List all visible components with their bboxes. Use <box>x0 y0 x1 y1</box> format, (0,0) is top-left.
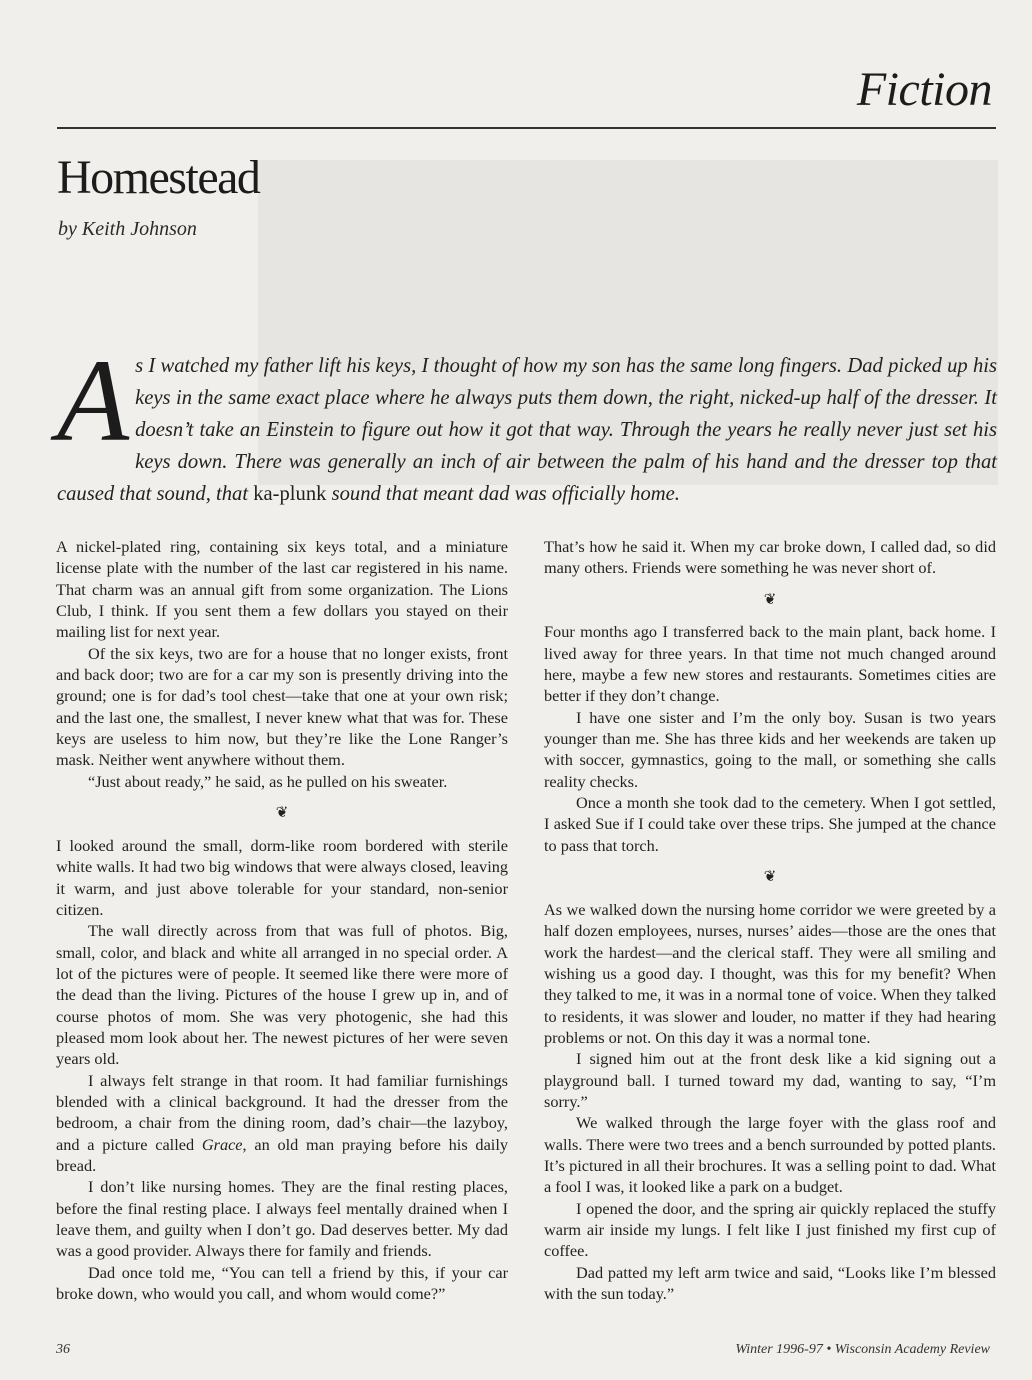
paragraph: Once a month she took dad to the cemetery. When I got settled, I asked Sue if I could take over these trips. She jumped at the chance to pass that torch. <box>544 793 996 855</box>
header-rule <box>57 127 996 129</box>
paragraph: “Just about ready,” he said, as he pulled on his sweater. <box>88 771 448 791</box>
paragraph <box>56 1070 508 1177</box>
article-title: Homestead <box>57 151 260 204</box>
paragraph: Dad patted my left arm twice and said, “Looks like I’m blessed with the sun today.” <box>544 1262 996 1304</box>
paragraph: I signed him out at the front desk like a kid signing out a playground ball. I turned toward my dad, wanting to say, “I’m sorry.” <box>544 1049 996 1111</box>
page-number: 36 <box>56 1342 70 1357</box>
paragraph: Dad once told me, “You can tell a friend by this, if your car broke down, who would you call, and whom would come?” <box>56 1262 508 1304</box>
lede-paragraph <box>57 335 997 510</box>
lede-text-part-1: s I watched my father lift his keys, I thought of how my son has the same long fingers. Dad picked up his keys in the same exact place where he always puts them down, the right, nicked-up half of the dresser. It doesn’t take an Einstein to figure out how it got that way. Through the years he really never just set his keys down. There was generally an inch of air between the palm of his hand and the dresser top that caused that sound, that <box>57 355 997 505</box>
paragraph: I looked around the small, dorm-like room bordered with sterile white walls. It had two big windows that were always closed, leaving it warm, and just above tolerable for your standard, non-senior citizen. <box>56 835 508 919</box>
publication-footer: Winter 1996-97 • Wisconsin Academy Review <box>735 1342 990 1357</box>
paragraph: I opened the door, and the spring air quickly replaced the stuffy warm air inside my lungs. I felt like I just finished my first cup of coffee. <box>544 1198 996 1261</box>
paragraph: As we walked down the nursing home corridor we were greeted by a half dozen employees, nurses, nurses’ aides—those are the ones that work the hardest—and the clerical staff. They were all smiling and wishing us a good day. I thought, was this for my benefit? When they talked to me, it was in a normal tone of voice. When they talked to residents, it was slower and louder, no matter if they had hearing problems or not. On this day it was a normal tone. <box>544 899 996 1047</box>
artwork-title: Grace <box>201 1134 243 1154</box>
article-byline: by Keith Johnson <box>58 218 197 240</box>
drop-cap: A <box>57 335 130 466</box>
left-column <box>56 536 508 1304</box>
section-break-ornament: ❦ <box>275 805 289 822</box>
section-break-ornament: ❦ <box>763 869 777 886</box>
paragraph: That’s how he said it. When my car broke down, I called dad, so did many others. Friends were something he was never short of. <box>544 537 996 578</box>
paragraph: We walked through the large foyer with the glass roof and walls. There were two trees and a bench surrounded by potted plants. It’s pictured in all their brochures. It was a selling point to dad. What a fool I was, it looked like a park on a budget. <box>544 1113 996 1197</box>
paragraph: The wall directly across from that was full of photos. Big, small, color, and black and white all arranged in no special order. A lot of the pictures were of people. It seemed like there were more of the dead than the living. Pictures of the house I grew up in, and of course photos of mom. She was very photogenic, she had this pleased mom look about her. The newest pictures of her were seven years old. <box>56 921 508 1069</box>
paragraph: A nickel-plated ring, containing six keys total, and a miniature license plate with the number of the last car registered in his name. That charm was an annual gift from some organization. The Lions Club, I think. If you sent them a few dollars you stayed on their mailing list for next year. <box>56 537 508 642</box>
lede-roman-word: ka-plunk <box>253 483 327 505</box>
paragraph: Four months ago I transferred back to the main plant, back home. I lived away for three years. In that time not much changed around here, maybe a few new stores and restaurants. Sometimes cities are better if they don’t change. <box>544 622 996 706</box>
section-break-ornament: ❦ <box>763 591 777 608</box>
paragraph: I don’t like nursing homes. They are the final resting places, before the final resting place. I always feel mentally drained when I leave them, and guilty when I don’t go. Dad deserves better. My dad was a good provider. Always there for family and friends. <box>56 1177 508 1261</box>
paragraph-text: , an old man praying before his daily bread. <box>56 1134 508 1175</box>
lede-text-part-2: sound that meant dad was officially home. <box>326 483 680 505</box>
paragraph: Of the six keys, two are for a house that no longer exists, front and back door; two are for a car my son is presently driving into the ground; one is for dad’s tool chest—take that one at your own risk; and the last one, the smallest, I never knew what that was for. These keys are useless to him now, but they’re like the Lone Ranger’s mask. Neither went anywhere without them. <box>56 643 508 770</box>
right-column <box>544 536 996 1304</box>
paragraph: I have one sister and I’m the only boy. Susan is two years younger than me. She has three kids and her weekends are taken up with soccer, gymnastics, going to the mall, or something she calls reality checks. <box>544 707 996 791</box>
section-label: Fiction <box>856 63 992 116</box>
paragraph-text: I always felt strange in that room. It had familiar furnishings blended with a clinical background. It had the dresser from the bedroom, a chair from the dining room, dad’s chair—the lazyboy, and a picture called <box>56 1070 508 1154</box>
